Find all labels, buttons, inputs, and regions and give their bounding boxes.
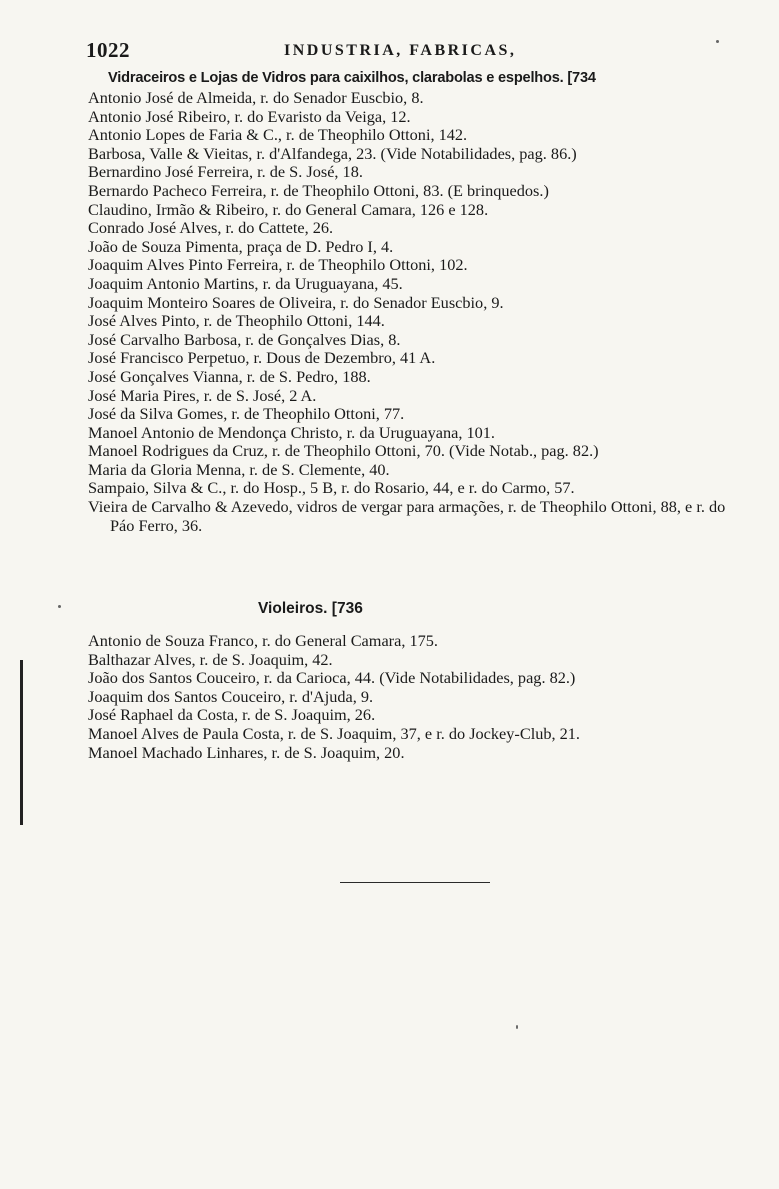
scan-speck [716,40,719,43]
list-item: Antonio Lopes de Faria & C., r. de Theophilo Ottoni, 142. [88,125,468,145]
list-item: Antonio de Souza Franco, r. do General Camara, 175. [88,631,438,650]
list-item: Bernardino José Ferreira, r. de S. José, 18. [88,162,363,182]
section-vidraceiros [88,70,738,535]
list-item: Manoel Machado Linhares, r. de S. Joaquim, 20. [88,742,405,762]
list-item: Joaquim Antonio Martins, r. da Uruguayana, 45. [88,273,403,293]
list-item: Bernardo Pacheco Ferreira, r. de Theophilo Ottoni, 83. (E brinquedos.) [88,180,549,200]
list-item: José Francisco Perpetuo, r. Dous de Dezembro, 41 A. [88,348,436,368]
section-violeiros [88,600,738,762]
list-item: Barbosa, Valle & Vieitas, r. d'Alfandega, 23. (Vide Notabilidades, pag. 86.) [88,143,577,163]
list-item: José Gonçalves Vianna, r. de S. Pedro, 188. [88,366,371,386]
list-item: José Carvalho Barbosa, r. de Gonçalves Dias, 8. [88,329,401,349]
list-item: Balthazar Alves, r. de S. Joaquim, 42. [88,649,333,669]
page-number: 1022 [86,38,130,62]
list-item: Claudino, Irmão & Ribeiro, r. do General Camara, 126 e 128. [88,199,489,219]
list-item: Maria da Gloria Menna, r. de S. Clemente, 40. [88,459,390,479]
list-item: Joaquim Alves Pinto Ferreira, r. de Theophilo Ottoni, 102. [88,255,468,275]
section-heading: Vidraceiros e Lojas de Vidros para caixilhos, clarabolas e espelhos. [734 [108,70,596,86]
list-item: Conrado José Alves, r. do Cattete, 26. [88,218,334,238]
closing-rule [340,882,490,883]
list-item: Manoel Rodrigues da Cruz, r. de Theophilo Ottoni, 70. (Vide Notab., pag. 82.) [88,441,599,461]
list-item: José Raphael da Costa, r. de S. Joaquim, 26. [88,705,376,725]
running-head: INDUSTRIA, FABRICAS, [284,42,517,59]
list-item: José Alves Pinto, r. de Theophilo Ottoni, 144. [88,311,385,331]
list-item: João dos Santos Couceiro, r. da Carioca, 44. (Vide Notabilidades, pag. 82.) [88,668,576,688]
list-item: Sampaio, Silva & C., r. do Hosp., 5 B, r. do Rosario, 44, e r. do Carmo, 57. [88,478,575,498]
list-item: Antonio José de Almeida, r. do Senador Euscbio, 8. [88,88,424,107]
page-header [86,38,726,64]
section-heading: Violeiros. [736 [258,600,363,617]
scan-speck [516,1025,518,1029]
list-item: Manoel Antonio de Mendonça Christo, r. da Uruguayana, 101. [88,422,495,442]
list-item: Joaquim Monteiro Soares de Oliveira, r. do Senador Euscbio, 9. [88,292,504,312]
list-item: Joaquim dos Santos Couceiro, r. d'Ajuda, 9. [88,686,374,706]
entry-list [88,632,738,762]
list-item: José Maria Pires, r. de S. José, 2 A. [88,385,317,405]
list-item: João de Souza Pimenta, praça de D. Pedro I, 4. [88,236,394,256]
list-item: Antonio José Ribeiro, r. do Evaristo da Veiga, 12. [88,106,411,126]
scan-mark [20,660,23,825]
list-item: Manoel Alves de Paula Costa, r. de S. Joaquim, 37, e r. do Jockey-Club, 21. [88,723,580,743]
entry-list [88,89,738,535]
list-item: Vieira de Carvalho & Azevedo, vidros de vergar para armações, r. de Theophilo Ottoni, 88, e r. do Páo Ferro, 36. [88,497,726,535]
list-item: José da Silva Gomes, r. de Theophilo Ottoni, 77. [88,404,405,424]
scan-speck [58,605,61,608]
